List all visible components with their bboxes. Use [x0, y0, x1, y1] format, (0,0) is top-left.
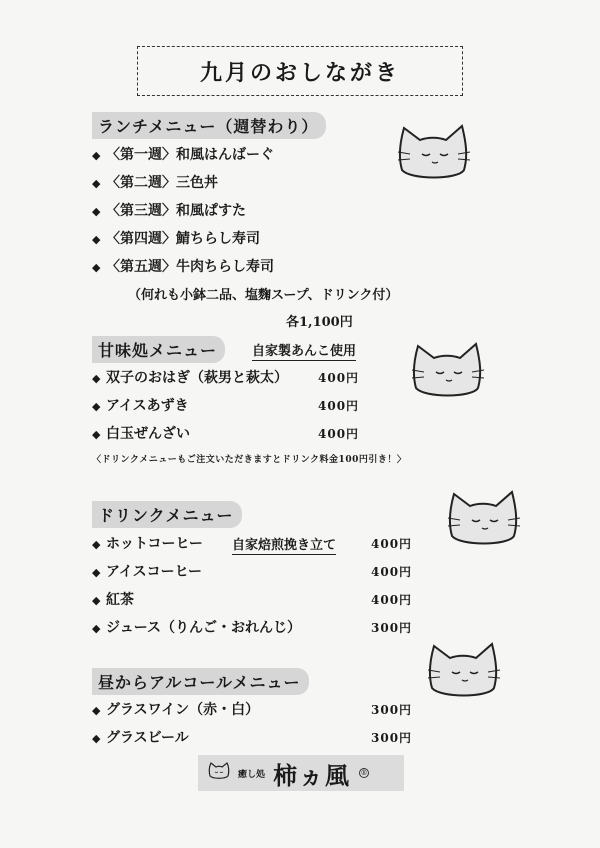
- lunch-price: 各1,100円: [286, 315, 353, 330]
- cat-face-icon: [396, 122, 472, 184]
- cat-face-icon: [410, 340, 486, 402]
- diamond-bullet-icon: ◆: [92, 149, 101, 162]
- diamond-bullet-icon: ◆: [92, 400, 101, 413]
- lunch-item: ◆ 〈第一週〉和風はんばーぐ: [92, 147, 274, 163]
- lunch-item: ◆ 〈第二週〉三色丼: [92, 175, 218, 191]
- drinks-heading: ドリンクメニュー: [92, 501, 242, 528]
- diamond-bullet-icon: ◆: [92, 177, 101, 190]
- alcohol-price: 300円: [371, 731, 413, 745]
- lunch-heading: ランチメニュー（週替わり）: [92, 112, 326, 139]
- sweets-item: ◆ 白玉ぜんざい: [92, 426, 190, 442]
- diamond-bullet-icon: ◆: [92, 732, 101, 745]
- sweets-heading: 甘味処メニュー: [92, 336, 225, 363]
- page-title: 九月のおしながき: [137, 46, 463, 96]
- diamond-bullet-icon: ◆: [92, 594, 101, 607]
- diamond-bullet-icon: ◆: [92, 428, 101, 441]
- diamond-bullet-icon: ◆: [92, 205, 101, 218]
- logo-name: 柿ヵ風: [273, 760, 352, 790]
- registered-mark: ®: [360, 769, 368, 777]
- lunch-item: ◆ 〈第五週〉牛肉ちらし寿司: [92, 259, 274, 275]
- drink-price: 400円: [371, 565, 413, 579]
- cat-face-icon: [426, 640, 502, 702]
- drink-price: 300円: [371, 621, 413, 635]
- drink-extra: 自家焙煎挽き立て: [232, 534, 336, 555]
- cat-face-icon: [446, 488, 522, 550]
- drink-item: ◆ 紅茶: [92, 592, 134, 608]
- sweets-price: 400円: [318, 399, 360, 413]
- alcohol-item: ◆ グラスワイン（赤・白）: [92, 702, 260, 718]
- sweets-item: ◆ 双子のおはぎ（萩男と萩太）: [92, 370, 288, 386]
- sweets-price: 400円: [318, 427, 360, 441]
- lunch-item: ◆ 〈第三週〉和風ぱすた: [92, 203, 246, 219]
- drink-item: ◆ アイスコーヒー: [92, 564, 203, 580]
- alcohol-price: 300円: [371, 703, 413, 717]
- diamond-bullet-icon: ◆: [92, 538, 101, 551]
- lunch-item: ◆ 〈第四週〉鯖ちらし寿司: [92, 231, 260, 247]
- diamond-bullet-icon: ◆: [92, 704, 101, 717]
- drink-item: ◆ ジュース（りんご・おれんじ）: [92, 620, 302, 636]
- drink-price: 400円: [371, 537, 413, 551]
- drink-item: ◆ ホットコーヒー: [92, 536, 203, 552]
- drink-discount-note: 〈ドリンクメニューもご注文いただきますとドリンク料金100円引き！〉: [92, 455, 407, 465]
- drink-price: 400円: [371, 593, 413, 607]
- diamond-bullet-icon: ◆: [92, 233, 101, 246]
- logo-small-text: 癒し処: [238, 769, 266, 780]
- logo-cat-icon: [208, 762, 230, 784]
- diamond-bullet-icon: ◆: [92, 622, 101, 635]
- shop-logo: [198, 755, 404, 791]
- diamond-bullet-icon: ◆: [92, 261, 101, 274]
- alcohol-item: ◆ グラスビール: [92, 730, 189, 746]
- alcohol-heading: 昼からアルコールメニュー: [92, 668, 309, 695]
- diamond-bullet-icon: ◆: [92, 566, 101, 579]
- lunch-note: （何れも小鉢二品、塩麴スープ、ドリンク付）: [128, 288, 399, 303]
- sweets-price: 400円: [318, 371, 360, 385]
- sweets-subheading: 自家製あんこ使用: [252, 340, 356, 361]
- sweets-item: ◆ アイスあずき: [92, 398, 189, 414]
- diamond-bullet-icon: ◆: [92, 372, 101, 385]
